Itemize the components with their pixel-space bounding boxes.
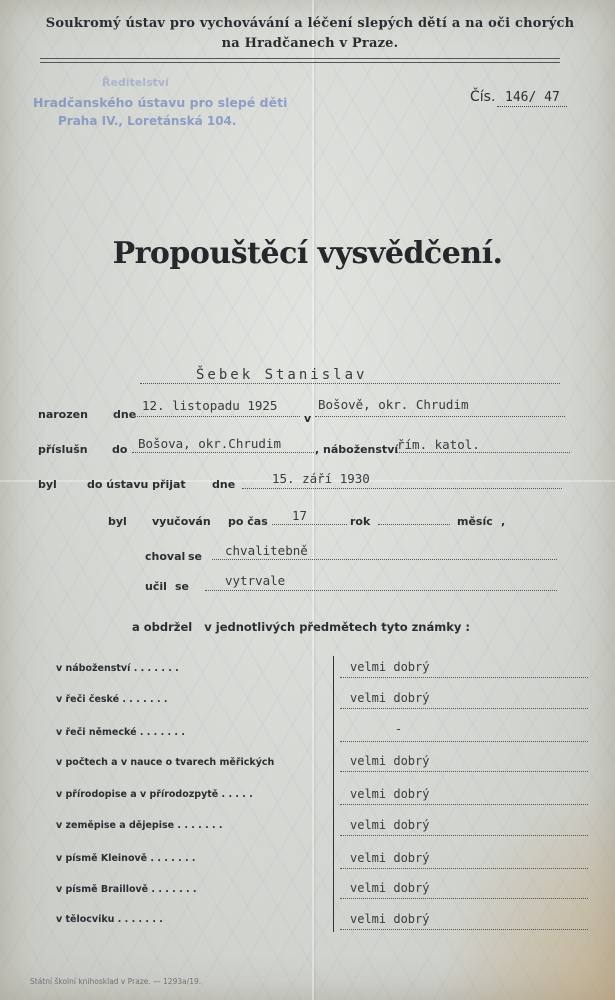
admission-line	[242, 488, 562, 489]
grade-line	[340, 771, 588, 772]
header-rule	[40, 58, 560, 59]
grade-geography-history: velmi dobrý	[350, 818, 430, 832]
born-in-label: v	[304, 412, 312, 425]
admitted-institute-label: do ústavu přijat	[87, 478, 186, 491]
born-label: narozen	[38, 408, 88, 421]
behaved-label: choval	[145, 550, 186, 563]
grade-religion: velmi dobrý	[350, 660, 430, 674]
born-day-label: dne	[113, 408, 137, 421]
admitted-label: byl	[38, 478, 57, 491]
birth-date-line	[135, 416, 300, 417]
subject-religion: v náboženství . . . . . . .	[56, 663, 179, 674]
header-rule-double	[40, 62, 560, 63]
taught-label-2: vyučován	[152, 515, 211, 528]
reference-number: 146/ 47	[505, 90, 560, 105]
admission-date: 15. září 1930	[272, 471, 370, 486]
institution-header-line1: Soukromý ústav pro vychovávání a léčení slepých dětí a na oči chorých	[45, 16, 575, 31]
taught-comma: ,	[501, 515, 506, 528]
grade-klein-script: velmi dobrý	[350, 851, 430, 865]
religion-value: řím. katol.	[397, 437, 480, 452]
grade-line	[340, 929, 588, 930]
diligence-line	[205, 590, 557, 591]
student-name: Šebek Stanislav	[196, 367, 368, 383]
birth-place: Bošově, okr. Chrudim	[318, 397, 469, 412]
subject-braille-script: v písmě Braillově . . . . . . .	[56, 884, 197, 895]
grade-line	[340, 677, 588, 678]
reference-dotted-line	[497, 106, 567, 107]
grade-line	[340, 708, 588, 709]
subject-german: v řeči německé . . . . . . .	[56, 727, 185, 738]
subject-geography-history: v zeměpise a dějepise . . . . . . .	[56, 820, 223, 831]
domicile-to-label: do	[112, 443, 128, 456]
document-title: Propouštěcí vysvědčení.	[112, 236, 503, 271]
admitted-day-label: dne	[212, 478, 236, 491]
grade-math: velmi dobrý	[350, 754, 430, 768]
stamp-line2: Hradčanského ústavu pro slepé děti	[33, 95, 288, 110]
reference-label: Čís.	[470, 89, 496, 105]
behaved-se-label: se	[188, 550, 203, 563]
domicile-line	[132, 452, 314, 453]
learned-se-label: se	[175, 580, 190, 593]
stamp-line1: Ředitelství	[102, 76, 169, 89]
paper-stain	[435, 780, 615, 1000]
diligence-value: vytrvale	[225, 573, 286, 588]
grade-czech: velmi dobrý	[350, 691, 430, 705]
subject-czech: v řeči české . . . . . . .	[56, 694, 168, 705]
grade-line	[340, 835, 588, 836]
subject-klein-script: v písmě Kleinově . . . . . . .	[56, 853, 196, 864]
religion-line	[395, 452, 570, 453]
name-dotted-line	[140, 383, 560, 384]
taught-month-label: měsíc	[457, 515, 493, 528]
grade-natural-science: velmi dobrý	[350, 787, 430, 801]
taught-years-line	[272, 524, 347, 525]
grade-gymnastics: velmi dobrý	[350, 912, 430, 926]
birth-place-line	[315, 416, 565, 417]
grade-line	[340, 804, 588, 805]
learned-label: učil	[145, 580, 167, 593]
institution-header-line2: na Hradčanech v Praze.	[221, 36, 399, 51]
stamp-line3: Praha IV., Loretánská 104.	[58, 114, 237, 128]
grade-line	[340, 741, 588, 742]
printer-footer: Státní školní knihosklad v Praze. — 1293a/19.	[30, 977, 202, 986]
subject-gymnastics: v tělocviku . . . . . . .	[56, 914, 163, 925]
taught-label: byl	[108, 515, 127, 528]
grade-line	[340, 898, 588, 899]
domicile-value: Bošova, okr.Chrudim	[138, 436, 281, 451]
subject-math: v počtech a v nauce o tvarech měřických	[56, 757, 275, 768]
grade-braille-script: velmi dobrý	[350, 881, 430, 895]
grade-line	[340, 868, 588, 869]
taught-duration-label: po čas	[228, 515, 268, 528]
religion-label: , náboženství	[315, 443, 399, 456]
fold-crease-vertical	[312, 0, 314, 1000]
taught-year-label: rok	[350, 515, 371, 528]
conduct-value: chvalitebně	[225, 543, 308, 558]
subject-natural-science: v přírodopise a v přírodozpytě . . . . .	[56, 789, 253, 800]
grades-intro: a obdržel v jednotlivých předmětech tyto známky :	[132, 620, 470, 634]
taught-years: 17	[292, 508, 308, 523]
grades-divider	[333, 656, 334, 932]
domicile-label: příslušn	[38, 443, 88, 456]
taught-months-line	[378, 524, 450, 525]
grade-german: -	[395, 722, 403, 736]
birth-date: 12. listopadu 1925	[142, 398, 278, 413]
conduct-line	[212, 559, 557, 560]
